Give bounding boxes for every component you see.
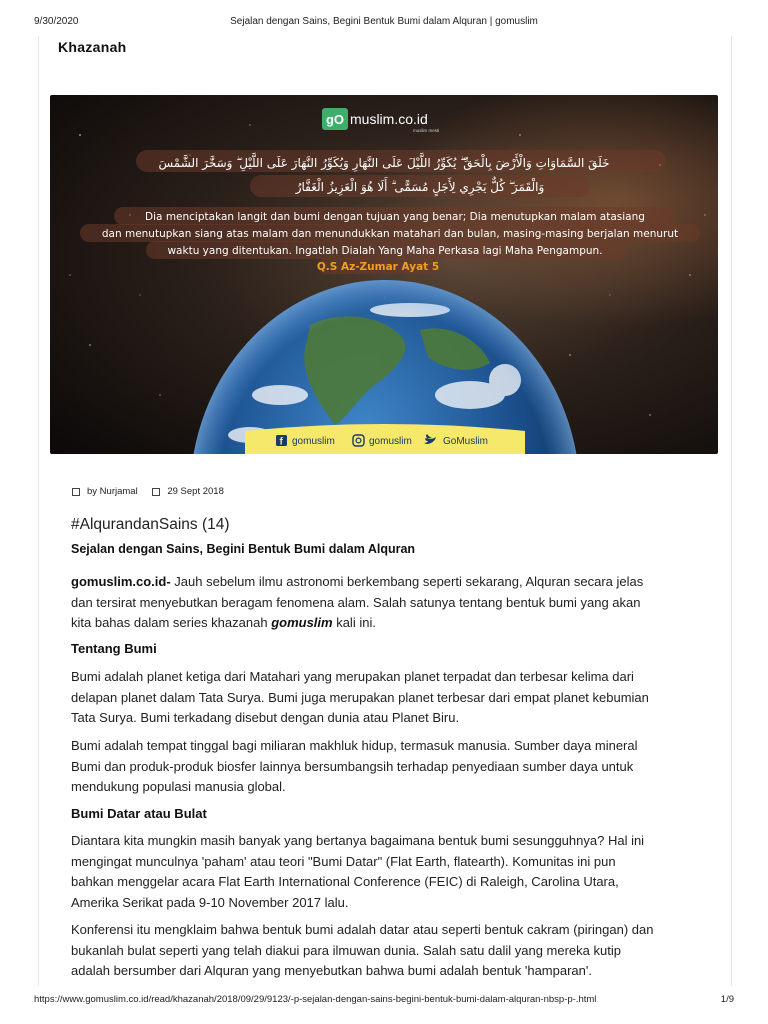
translation-line-1: Dia menciptakan langit dan bumi dengan tujuan yang benar; Dia menutupkan malam atasiang (145, 211, 645, 223)
svg-text:gO: gO (325, 112, 345, 127)
author-meta (72, 486, 138, 497)
series-tag[interactable]: #AlqurandanSains (14) (71, 516, 230, 533)
paragraph-tentang-bumi: Bumi adalah planet ketiga dari Matahari yang merupakan planet terpadat dan terbesar kelima dari delapan planet dalam Tata Surya. Bumi juga merupakan planet terbesar dari empat planet kebumian Tata Surya. Bumi terkadang disebut dengan dunia atau Planet Biru. (71, 669, 649, 725)
card-border-left (38, 36, 39, 986)
paragraph-tempat-tinggal: Bumi adalah tempat tinggal bagi miliaran makhluk hidup, termasuk manusia. Sumber daya mineral Bumi dan produk-produk biosfer lainnya bersumbangsih terhadap penyediaan sumber daya untuk mendukung populasi manusia global. (71, 738, 638, 794)
social-facebook-handle: gomuslim (292, 436, 335, 447)
paragraph-konferensi: Konferensi itu mengklaim bahwa bentuk bumi adalah datar atau seperti bentuk cakram (piringan) dan bukanlah bulat seperti yang telah diakui para ilmuwan dunia. Salah satu dalil yang mereka kutip adalah bersumber dari Alquran yang menyebutkan bahwa bumi adalah bentuk 'hamparan'. (71, 922, 654, 978)
translation-line-2: dan menutupkan siang atas malam dan menundukkan matahari dan bulan, masing-masing berjalan menurut (101, 228, 679, 240)
publish-date: 29 Sept 2018 (167, 486, 224, 497)
arabic-verse-line-1: خَلَقَ السَّمَاوَاتِ وَالْأَرْضَ بِالْحَقِّ ۖ يُكَوِّرُ اللَّيْلَ عَلَى النَّهَارِ وَيُكَوِّرُ النَّهَارَ عَلَى اللَّيْلِ ۖ وَسَخَّرَ الشَّمْسَ (158, 156, 610, 170)
social-twitter-handle: GoMuslim (443, 436, 489, 447)
page-number: 1/9 (720, 994, 734, 1005)
category-label[interactable]: Khazanah (58, 39, 127, 55)
paragraph-flat-earth: Diantara kita mungkin masih banyak yang bertanya bagaimana bentuk bumi sesungguhnya? Hal ini mengingat munculnya 'paham' atau teori "Bumi Datar" (Flat Earth, flatearth). Komunitas ini pun bahkan menggelar acara Flat Earth International Conference (FEIC) di Raleigh, Carolina Utara, Amerika Serikat pada 9-10 November 2017 lalu. (71, 833, 645, 910)
heading-bumi-datar: Bumi Datar atau Bulat (71, 806, 207, 821)
author-name[interactable]: by Nurjamal (87, 486, 138, 497)
print-date: 9/30/2020 (34, 16, 79, 27)
calendar-icon (152, 488, 160, 496)
intro-paragraph: gomuslim.co.id- Jauh sebelum ilmu astronomi berkembang seperti sekarang, Alquran secara jelas dan tersirat menyebutkan beragam fenomena alam. Salah satunya tentang bentuk bumi yang akan kita bahas dalam series khazanah gomuslim kali ini. (71, 574, 644, 630)
heading-tentang-bumi: Tentang Bumi (71, 641, 157, 656)
brand-logo: muslim.co.id (350, 111, 428, 127)
article-meta (72, 486, 236, 499)
social-instagram-handle: gomuslim (369, 436, 412, 447)
arabic-verse-line-2: وَالْقَمَرَ ۖ كُلٌّ يَجْرِي لِأَجَلٍ مُسَمًّى ۗ أَلَا هُوَ الْعَزِيزُ الْغَفَّارُ (295, 180, 545, 194)
card-border-right (731, 36, 732, 986)
translation-line-3: waktu yang ditentukan. Ingatlah Dialah Yang Maha Perkasa lagi Maha Pengampun. (167, 245, 603, 257)
svg-text:f: f (279, 436, 283, 448)
date-meta (152, 486, 224, 497)
print-title: Sejalan dengan Sains, Begini Bentuk Bumi dalam Alquran | gomuslim (230, 16, 538, 27)
user-icon (72, 488, 80, 496)
print-header (34, 16, 734, 30)
hero-image (50, 95, 718, 454)
brand-emphasis: gomuslim (271, 615, 333, 630)
surah-reference: Q.S Az-Zumar Ayat 5 (316, 261, 440, 273)
page-url[interactable]: https://www.gomuslim.co.id/read/khazanah/2018/09/29/9123/-p-sejalan-dengan-sains-begini-bentuk-bumi-dalam-alquran-nbsp-p-.html (34, 994, 597, 1005)
brand-tagline: muslim mesti (413, 128, 440, 133)
print-footer (34, 994, 734, 1008)
source-label: gomuslim.co.id- (71, 574, 171, 589)
article-title: Sejalan dengan Sains, Begini Bentuk Bumi dalam Alquran (71, 542, 416, 556)
